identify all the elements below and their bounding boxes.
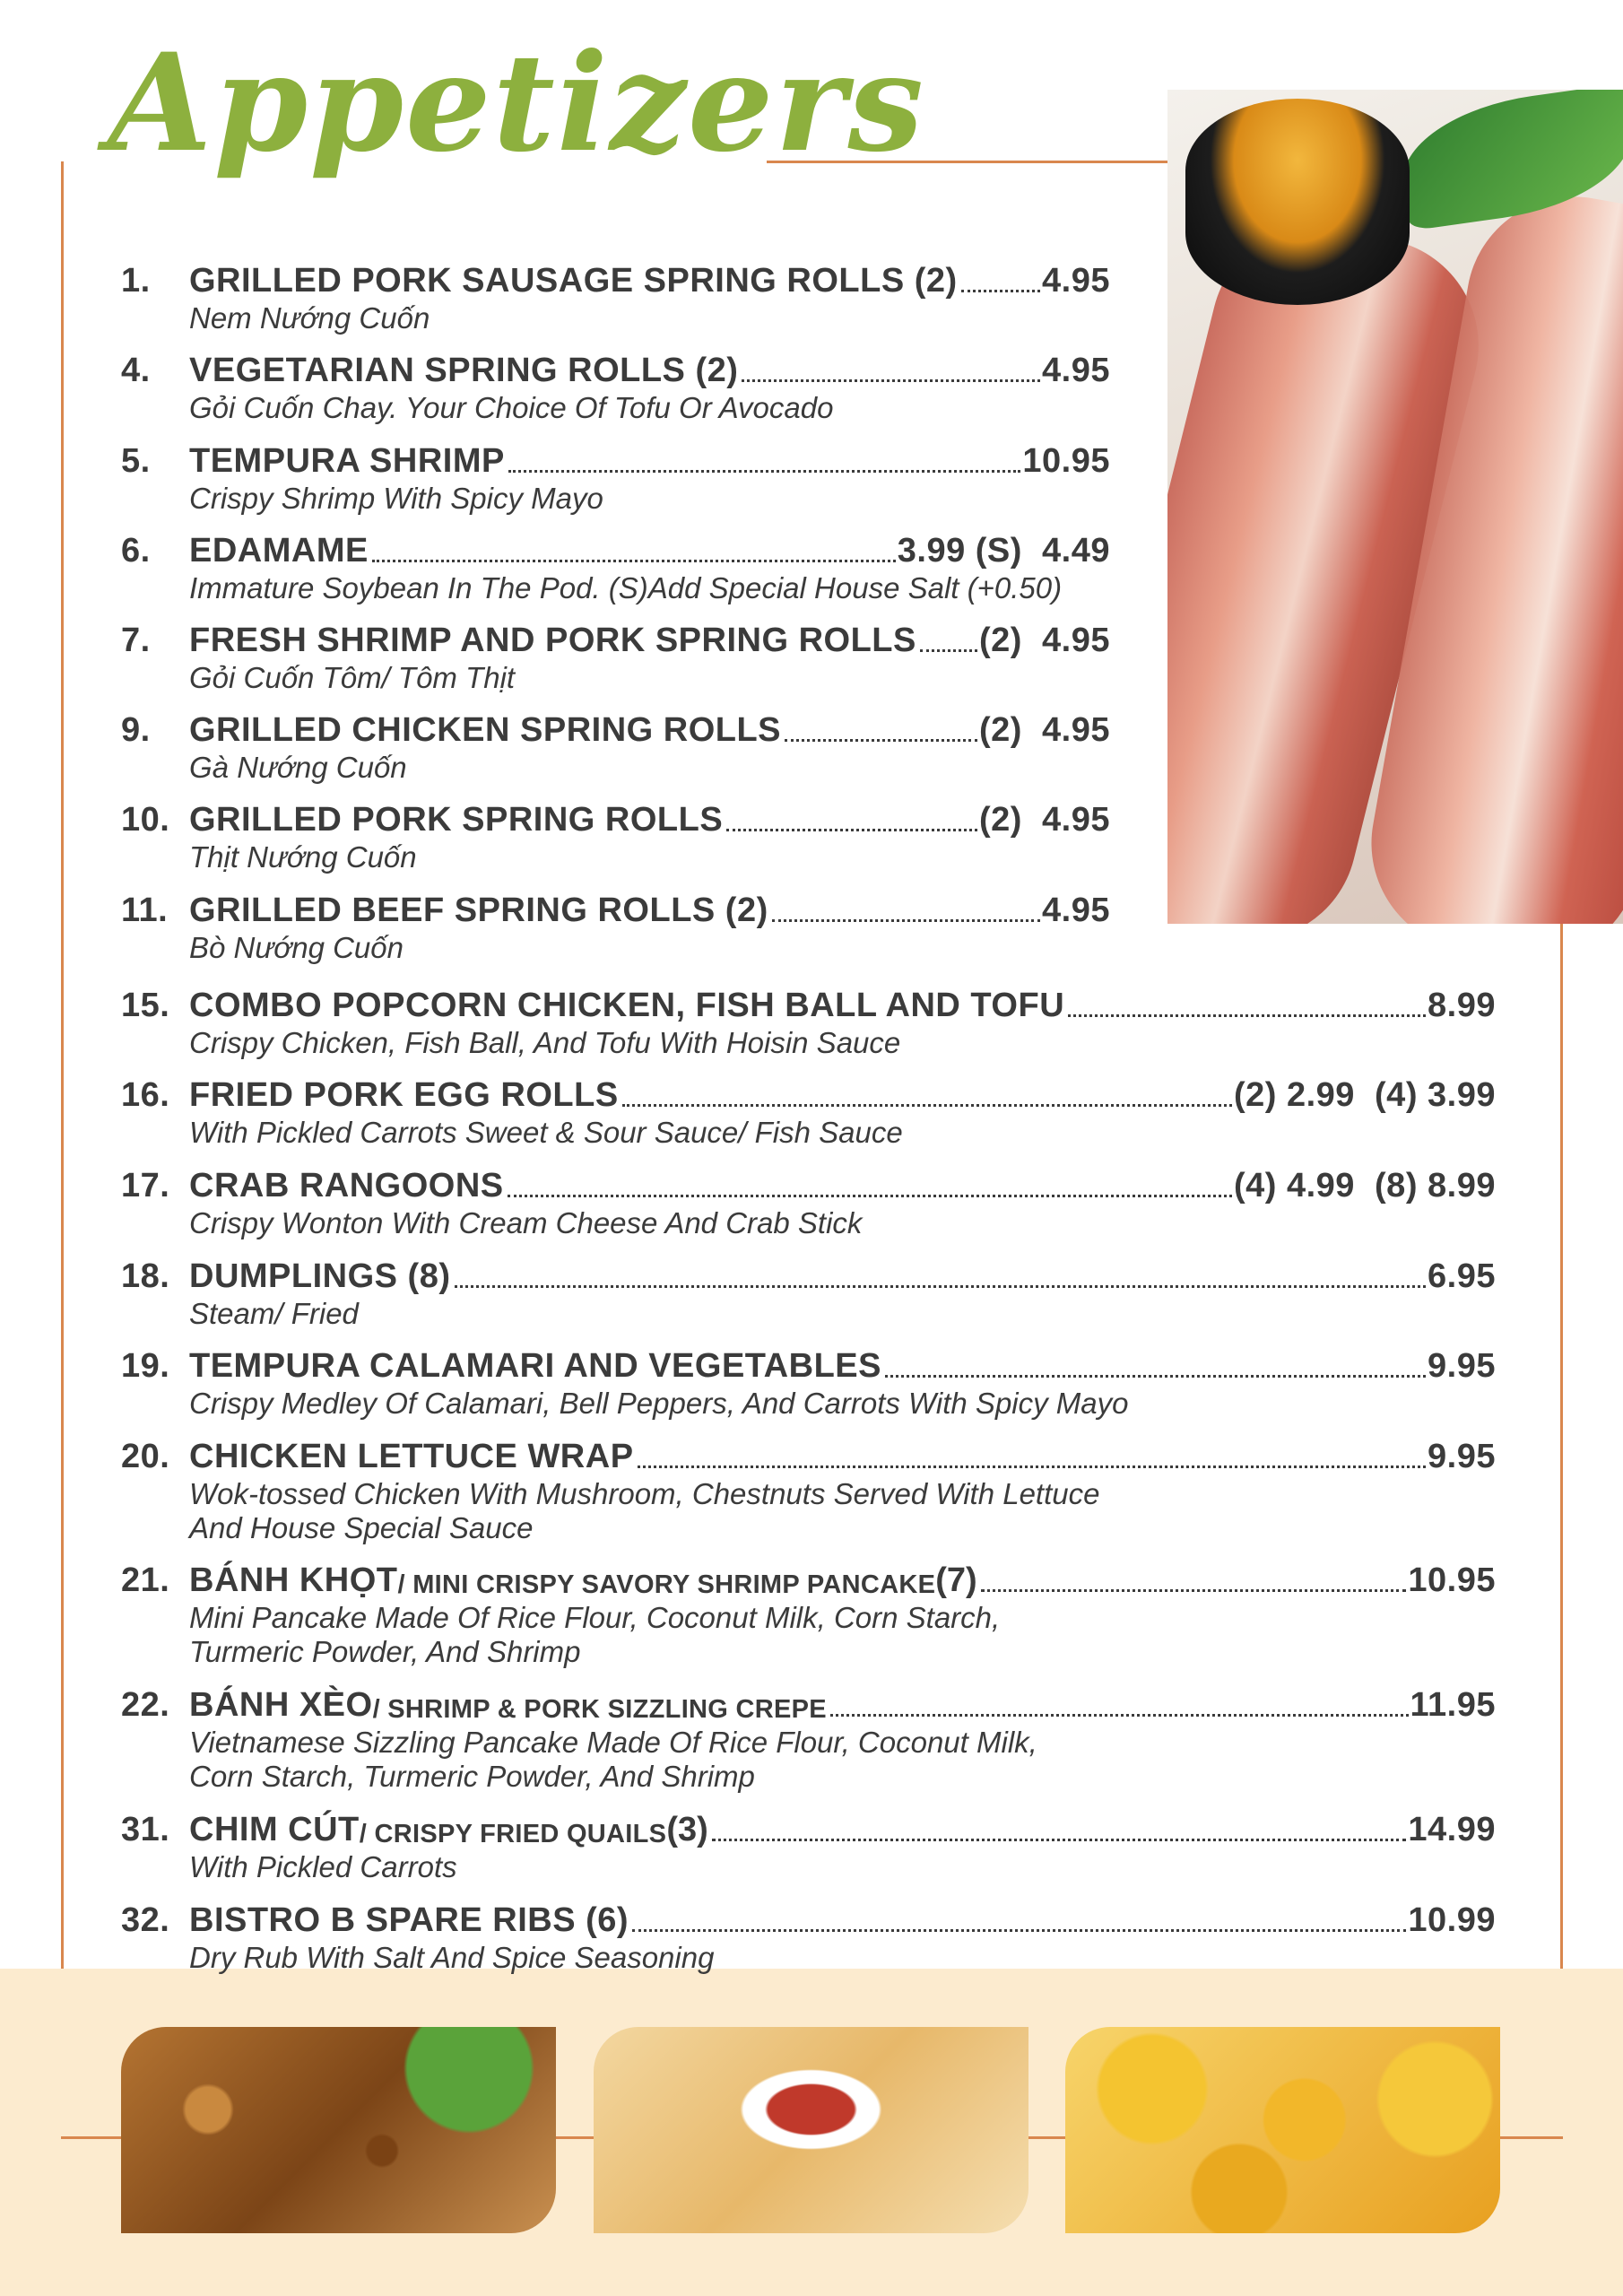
dot-leader: [742, 379, 1040, 382]
item-name: EDAMAME: [189, 532, 369, 570]
description-line: Steam/ Fried: [189, 1297, 359, 1330]
item-number: 20.: [121, 1438, 170, 1475]
item-name: GRILLED PORK SAUSAGE SPRING ROLLS (2): [189, 262, 958, 300]
dot-leader: [372, 560, 896, 562]
item-title-line: [189, 262, 1110, 300]
dot-leader: [632, 1929, 1406, 1932]
item-title-line: [189, 532, 1110, 570]
dot-leader: [830, 1714, 1409, 1717]
item-name: BÁNH XÈO: [189, 1686, 373, 1724]
dot-leader: [981, 1589, 1407, 1592]
item-price: 10.99: [1408, 1901, 1496, 1939]
item-title-line: [189, 1347, 1496, 1386]
item-number: 5.: [121, 442, 151, 480]
item-name: GRILLED BEEF SPRING ROLLS (2): [189, 891, 768, 929]
item-description: [189, 1601, 1000, 1669]
item-number: 21.: [121, 1561, 170, 1599]
frame-right-rule: [1560, 924, 1563, 2139]
item-name: GRILLED PORK SPRING ROLLS: [189, 801, 724, 839]
item-english-name: / SHRIMP & PORK SIZZLING CREPE: [372, 1695, 827, 1724]
item-number: 4.: [121, 352, 151, 389]
item-number: 22.: [121, 1686, 170, 1724]
item-description: [189, 571, 1062, 605]
item-name: CHIM CÚT: [189, 1811, 360, 1848]
item-price: 9.95: [1428, 1438, 1496, 1475]
description-line: Nem Nướng Cuốn: [189, 301, 430, 335]
description-line: With Pickled Carrots Sweet & Sour Sauce/ Fish Sauce: [189, 1116, 903, 1149]
item-price: (2) 4.95: [978, 801, 1110, 839]
item-price: (2) 2.99 (4) 3.99: [1233, 1076, 1496, 1114]
item-name: BISTRO B SPARE RIBS (6): [189, 1901, 629, 1939]
dot-leader: [961, 290, 1040, 292]
description-line: Gà Nướng Cuốn: [189, 751, 407, 784]
item-name: VEGETARIAN SPRING ROLLS (2): [189, 352, 739, 389]
description-line: Mini Pancake Made Of Rice Flour, Coconut Milk, Corn Starch,: [189, 1601, 1001, 1634]
item-quantity: (7): [935, 1561, 977, 1599]
item-english-name: / CRISPY FRIED QUAILS: [359, 1820, 667, 1848]
item-description: [189, 1726, 1037, 1794]
dot-leader: [508, 1195, 1232, 1197]
item-number: 31.: [121, 1811, 170, 1848]
dot-leader: [712, 1839, 1407, 1841]
description-line: Crispy Chicken, Fish Ball, And Tofu With Hoisin Sauce: [189, 1026, 901, 1059]
item-title-line: [189, 442, 1110, 481]
item-name: GRILLED CHICKEN SPRING ROLLS: [189, 711, 782, 749]
item-price: 4.95: [1042, 352, 1110, 389]
item-description: [189, 661, 515, 695]
item-description: [189, 840, 417, 874]
description-line: With Pickled Carrots: [189, 1850, 457, 1883]
item-description: [189, 1387, 1129, 1421]
dot-leader: [885, 1375, 1426, 1378]
spring-roll-photo: [1167, 90, 1623, 924]
item-description: [189, 1850, 457, 1884]
item-title-line: [189, 1257, 1496, 1296]
item-number: 19.: [121, 1347, 170, 1385]
description-line: Immature Soybean In The Pod. (S)Add Special House Salt (+0.50): [189, 571, 1063, 604]
item-title-line: [189, 622, 1110, 660]
item-quantity: (3): [666, 1811, 708, 1848]
description-line: Vietnamese Sizzling Pancake Made Of Rice Flour, Coconut Milk,: [189, 1726, 1037, 1759]
description-line: Crispy Medley Of Calamari, Bell Peppers, And Carrots With Spicy Mayo: [189, 1387, 1129, 1420]
item-price: 11.95: [1410, 1686, 1496, 1724]
item-price: 14.99: [1408, 1811, 1496, 1848]
item-number: 11.: [121, 891, 169, 929]
sauce-cup: [1185, 99, 1410, 305]
item-price: 9.95: [1428, 1347, 1496, 1385]
item-name: CHICKEN LETTUCE WRAP: [189, 1438, 634, 1475]
item-description: [189, 1297, 359, 1331]
item-name: CRAB RANGOONS: [189, 1167, 504, 1205]
item-title-line: [189, 1561, 1496, 1600]
item-name: FRESH SHRIMP AND PORK SPRING ROLLS: [189, 622, 916, 659]
item-name: COMBO POPCORN CHICKEN, FISH BALL AND TOFU: [189, 987, 1065, 1024]
description-line: Turmeric Powder, And Shrimp: [189, 1635, 581, 1668]
description-line: Dry Rub With Salt And Spice Seasoning: [189, 1941, 715, 1974]
item-price: (4) 4.99 (8) 8.99: [1233, 1167, 1496, 1205]
item-description: [189, 1026, 900, 1060]
item-name: BÁNH KHỌT: [189, 1561, 398, 1599]
item-number: 7.: [121, 622, 151, 659]
item-description: [189, 1116, 903, 1150]
dot-leader: [920, 649, 977, 652]
item-name: TEMPURA SHRIMP: [189, 442, 505, 480]
item-title-line: [189, 801, 1110, 839]
item-number: 32.: [121, 1901, 170, 1939]
description-line: Gỏi Cuốn Chay. Your Choice Of Tofu Or Avocado: [189, 391, 834, 424]
item-description: [189, 1206, 862, 1240]
dot-leader: [1068, 1014, 1426, 1017]
item-price: 10.95: [1022, 442, 1110, 480]
dot-leader: [785, 739, 977, 742]
item-title-line: [189, 1167, 1496, 1205]
item-price: 4.95: [1042, 891, 1110, 929]
item-description: [189, 751, 407, 785]
item-description: [189, 931, 404, 965]
item-number: 17.: [121, 1167, 170, 1205]
item-title-line: [189, 891, 1110, 930]
description-line: Thịt Nướng Cuốn: [189, 840, 417, 874]
menu-title: Appetizers: [108, 24, 925, 182]
item-description: [189, 1941, 714, 1975]
dot-leader: [508, 470, 1021, 473]
description-line: Corn Starch, Turmeric Powder, And Shrimp: [189, 1760, 755, 1793]
item-description: [189, 301, 430, 335]
item-price: (2) 4.95: [978, 711, 1110, 749]
item-title-line: [189, 1686, 1496, 1725]
dot-leader: [455, 1285, 1427, 1288]
crab-rangoon-photo: [594, 2027, 1028, 2233]
item-title-line: [189, 1901, 1496, 1940]
item-number: 16.: [121, 1076, 170, 1114]
item-title-line: [189, 1438, 1496, 1476]
item-title-line: [189, 352, 1110, 390]
item-price: (2) 4.95: [978, 622, 1110, 659]
item-number: 9.: [121, 711, 151, 749]
description-line: Crispy Shrimp With Spicy Mayo: [189, 482, 603, 515]
item-price: 3.99 (S) 4.49: [897, 532, 1110, 570]
lettuce-wrap-photo: [121, 2027, 556, 2233]
item-title-line: [189, 1076, 1496, 1115]
item-number: 6.: [121, 532, 151, 570]
item-number: 15.: [121, 987, 170, 1024]
description-line: Crispy Wonton With Cream Cheese And Crab Stick: [189, 1206, 863, 1239]
banh-khot-photo: [1065, 2027, 1500, 2233]
item-number: 1.: [121, 262, 151, 300]
frame-left-rule: [61, 161, 64, 2139]
item-price: 4.95: [1042, 262, 1110, 300]
item-number: 10.: [121, 801, 170, 839]
item-name: TEMPURA CALAMARI AND VEGETABLES: [189, 1347, 881, 1385]
item-title-line: [189, 1811, 1496, 1849]
item-english-name: / MINI CRISPY SAVORY SHRIMP PANCAKE: [397, 1570, 936, 1599]
description-line: Bò Nướng Cuốn: [189, 931, 404, 964]
item-price: 6.95: [1428, 1257, 1496, 1295]
item-title-line: [189, 711, 1110, 750]
item-name: DUMPLINGS (8): [189, 1257, 451, 1295]
item-description: [189, 1477, 1099, 1545]
description-line: And House Special Sauce: [189, 1511, 534, 1544]
item-title-line: [189, 987, 1496, 1025]
description-line: Wok-tossed Chicken With Mushroom, Chestnuts Served With Lettuce: [189, 1477, 1100, 1510]
item-number: 18.: [121, 1257, 170, 1295]
dot-leader: [622, 1104, 1232, 1107]
dot-leader: [772, 919, 1040, 922]
item-name: FRIED PORK EGG ROLLS: [189, 1076, 619, 1114]
dot-leader: [638, 1465, 1426, 1468]
item-description: [189, 391, 833, 425]
description-line: Gỏi Cuốn Tôm/ Tôm Thịt: [189, 661, 516, 694]
dot-leader: [726, 829, 977, 831]
item-price: 8.99: [1428, 987, 1496, 1024]
item-description: [189, 482, 603, 516]
item-price: 10.95: [1408, 1561, 1496, 1599]
